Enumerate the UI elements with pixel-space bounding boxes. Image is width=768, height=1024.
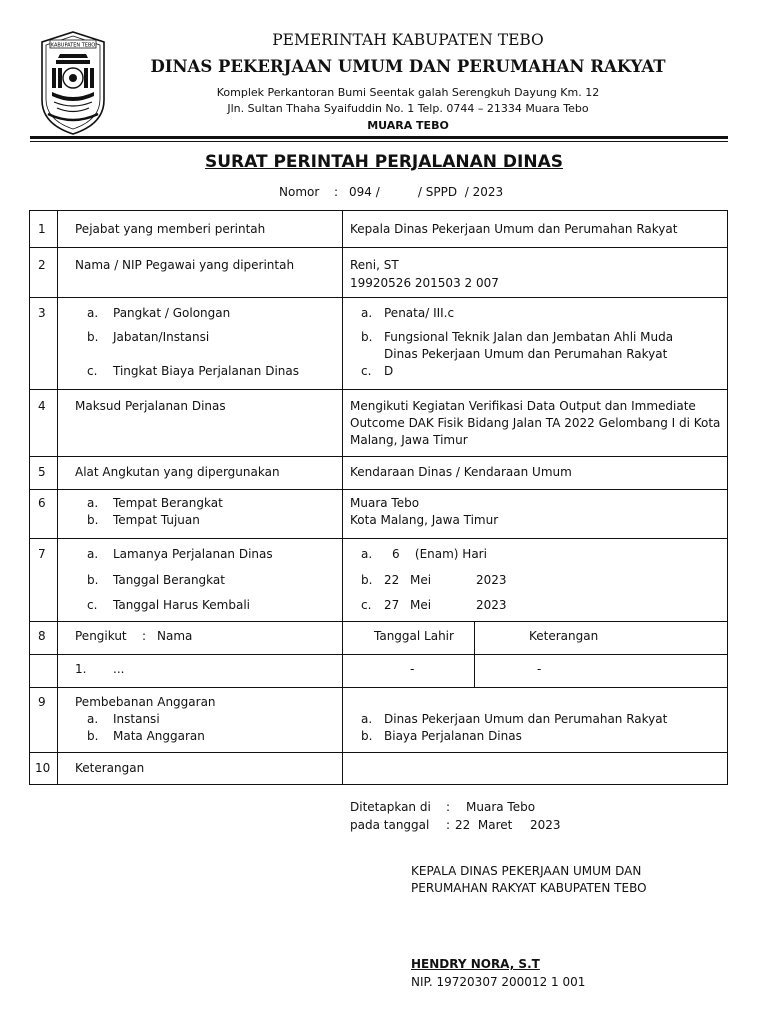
row-number: 6 [38,496,46,510]
row-label: Lamanya Perjalanan Dinas [113,547,273,561]
row-label: Tanggal Berangkat [113,573,225,587]
row-divider [29,538,728,539]
row-divider [29,687,728,688]
row-value: Kepala Dinas Pekerjaan Umum dan Perumahan Rakyat [350,222,678,236]
row-label: Tingkat Biaya Perjalanan Dinas [113,364,299,378]
employee-nip: 19920526 201503 2 007 [350,276,499,290]
nomor-separator: : [334,185,339,199]
row-value: Dinas Pekerjaan Umum dan Perumahan Rakyat [384,347,668,361]
issued-date-year: 2023 [530,818,561,832]
row-label: Tempat Berangkat [113,496,223,510]
table-border-top [29,210,728,211]
office-name: DINAS PEKERJAAN UMUM DAN PERUMAHAN RAKYAT [150,57,666,76]
item-marker: a. [87,306,99,320]
duration-value: 6 (Enam) Hari [392,547,487,561]
table-border-right [727,210,728,785]
header-divider-thick [30,136,728,139]
return-year: 2023 [476,598,507,612]
item-marker: c. [87,364,98,378]
row-label: Instansi [113,712,160,726]
name-column-label: Nama [157,629,193,643]
table-border-bottom [29,784,728,785]
row-value: Dinas Pekerjaan Umum dan Perumahan Rakyat [384,712,668,726]
row-value: Biaya Perjalanan Dinas [384,729,522,743]
row-label: Tempat Tujuan [113,513,200,527]
item-marker: a. [87,547,99,561]
issued-at-separator: : [446,800,451,814]
row-label: Pengikut [75,629,127,643]
row-number: 3 [38,306,46,320]
row-divider [29,621,728,622]
row-number: 2 [38,258,46,272]
col-divider-value [342,210,343,785]
item-marker: b. [361,573,373,587]
notes-column-header: Keterangan [529,629,599,643]
nomor-label: Nomor [279,185,320,199]
row-divider [29,752,728,753]
return-month: Mei [410,598,432,612]
row-label: Pejabat yang memberi perintah [75,222,266,236]
row-value: D [384,364,394,378]
row-label: Tanggal Harus Kembali [113,598,251,612]
col-divider-keterangan [474,621,475,688]
item-marker: a. [87,712,99,726]
row-label: Jabatan/Instansi [113,330,210,344]
departure-year: 2023 [476,573,507,587]
row-separator: : [142,629,147,643]
employee-name: Reni, ST [350,258,399,272]
row-number: 7 [38,547,46,561]
item-marker: c. [361,598,372,612]
row-divider [29,654,728,655]
follower-birthdate: - [410,662,415,676]
row-label: Maksud Perjalanan Dinas [75,399,226,413]
row-divider [29,489,728,490]
item-marker: b. [361,330,373,344]
row-label: Nama / NIP Pegawai yang diperintah [75,258,295,272]
official-title-line-1: KEPALA DINAS PEKERJAAN UMUM DAN [411,864,642,878]
col-divider-number [57,210,58,785]
official-title-line-2: PERUMAHAN RAKYAT KABUPATEN TEBO [411,881,647,895]
row-value: Mengikuti Kegiatan Verifikasi Data Output dan Immediate [350,399,696,413]
item-marker: a. [361,306,373,320]
item-marker: b. [87,330,99,344]
row-divider [29,389,728,390]
return-day: 27 [384,598,400,612]
row-value: Muara Tebo [350,496,420,510]
birthdate-column-header: Tanggal Lahir [374,629,454,643]
item-marker: b. [361,729,373,743]
signer-nip: NIP. 19720307 200012 1 001 [411,975,586,989]
header-divider-thin [30,141,728,142]
row-label: Mata Anggaran [113,729,205,743]
follower-notes: - [537,662,542,676]
row-value: Kendaraan Dinas / Kendaraan Umum [350,465,572,479]
row-number: 4 [38,399,46,413]
issued-date-value: 22 Maret [455,818,513,832]
follower-number: 1. [75,662,87,676]
row-value: Outcome DAK Fisik Bidang Jalan TA 2022 Gelombang I di Kota [350,416,721,430]
signer-name: HENDRY NORA, S.T [411,957,540,971]
issued-date-label: pada tanggal [350,818,430,832]
address-line-2: Jln. Sultan Thaha Syaifuddin No. 1 Telp. 0744 – 21334 Muara Tebo [227,102,589,115]
row-divider [29,456,728,457]
row-divider [29,297,728,298]
document-title: SURAT PERINTAH PERJALANAN DINAS [204,152,563,172]
item-marker: b. [87,573,99,587]
row-number: 8 [38,629,46,643]
logo-text: KABUPATEN TEBO [50,42,96,49]
table-border-left [29,210,30,785]
issued-at-value: Muara Tebo [466,800,536,814]
row-divider [29,247,728,248]
item-marker: b. [87,513,99,527]
row-label: Alat Angkutan yang dipergunakan [75,465,280,479]
follower-name: ... [113,662,125,676]
regency-crest-logo [38,30,108,136]
gov-name: PEMERINTAH KABUPATEN TEBO [272,31,544,49]
city-name: MUARA TEBO [367,119,449,132]
item-marker: a. [361,712,373,726]
row-number: 5 [38,465,46,479]
item-marker: a. [87,496,99,510]
address-line-1: Komplek Perkantoran Bumi Seentak galah Serengkuh Dayung Km. 12 [216,86,600,99]
row-value: Malang, Jawa Timur [350,433,468,447]
nomor-value: 094 / / SPPD / 2023 [349,185,504,199]
row-label: Keterangan [75,761,145,775]
item-marker: c. [87,598,98,612]
row-number: 9 [38,695,46,709]
row-label: Pangkat / Golongan [113,306,231,320]
issued-date-separator: : [446,818,451,832]
row-label: Pembebanan Anggaran [75,695,216,709]
departure-day: 22 [384,573,400,587]
row-value: Penata/ III.c [384,306,455,320]
issued-at-label: Ditetapkan di [350,800,431,814]
item-marker: a. [361,547,373,561]
departure-month: Mei [410,573,432,587]
item-marker: c. [361,364,372,378]
row-number: 1 [38,222,46,236]
row-value: Kota Malang, Jawa Timur [350,513,499,527]
item-marker: b. [87,729,99,743]
row-value: Fungsional Teknik Jalan dan Jembatan Ahli Muda [384,330,674,344]
row-number: 10 [35,761,51,775]
